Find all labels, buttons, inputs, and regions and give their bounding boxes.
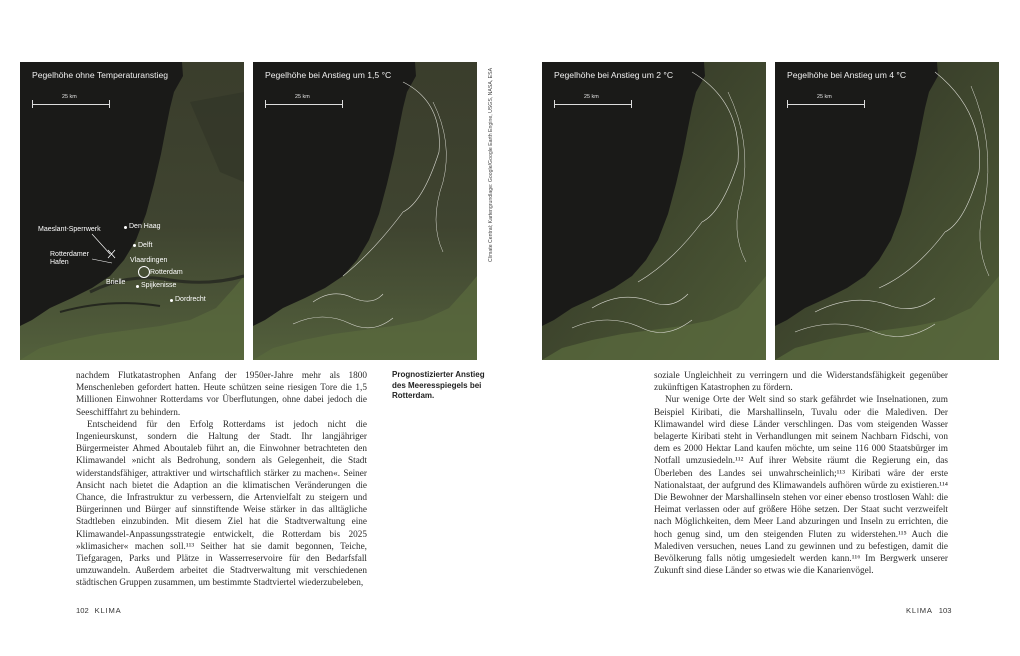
label-brielle: Brielle — [106, 279, 126, 286]
map-title: Pegelhöhe bei Anstieg um 2 °C — [554, 70, 674, 80]
scale-label: 25 km — [295, 94, 310, 100]
paragraph: Nur wenige Orte der Welt sind so stark gefährdet wie Inselnationen, zum Beispiel Kiribati, die Marshallinseln, Tuvalu oder die Malediven. Der Klimawandel wird diese Länder verschlingen. Das vom steigenden Wasser belagerte Kiribati steht in Verhandlungen mit seinem Nachbarn Fidschi, von dem es 2000 Hektar Land kaufen möchte, um seine 116 000 Staatsbürger im Notfall umzusiedeln.¹¹² Auf ihrer Website räumt die Regierung ein, das Überleben des Landes sei unwahrscheinlich;¹¹³ Kiribati wäre der erste Nationalstaat, der aufgrund des Klimawandels aufhören würde zu existieren.¹¹⁴ Die Bewohner der Marshallinseln stehen vor einer ebenso trostlosen Wahl: die Heimat verlassen oder auf größere Höhe setzen. Der Staat sucht verzweifelt nach Möglichkeiten, dem Meer Land abzuringen und Inseln zu errichten, die hoch genug sind, um den steigenden Fluten zu widerstehen.¹¹⁵ Auch die Malediven versuchen, neues Land zu gewinnen und zu befestigen, damit die Bevölkerung falls nötig umgesiedelt werden kann.¹¹⁶ Im Bergwerk unserer Zukunft sind diese Länder so etwas wie die Kanarienvögel. — [654, 395, 948, 577]
label-leader-lines — [20, 62, 244, 360]
label-dordrecht: Dordrecht — [175, 296, 206, 303]
right-body-text — [654, 370, 948, 577]
label-hafen: Rotterdamer Hafen — [50, 251, 89, 266]
label-vlaardingen: Vlaardingen — [130, 257, 168, 264]
label-spijkenisse: Spijkenisse — [141, 282, 177, 289]
figure-caption: Prognostizierter Anstieg des Meeresspiegels bei Rotterdam. — [392, 370, 485, 400]
label-den-haag: Den Haag — [129, 223, 161, 230]
map-no-rise — [20, 62, 244, 360]
page-number: 102 — [76, 606, 89, 615]
scale-label: 25 km — [817, 94, 832, 100]
map-rise-2 — [542, 62, 766, 360]
running-head: KLIMA — [906, 606, 933, 615]
paragraph: nachdem Flutkatastrophen Anfang der 1950er-Jahre mehr als 1800 Menschenleben gefordert hatten. Heute schützen seine riesigen Tore die 1,5 Millionen Einwohner Rotterdams vor Überflutungen, ohne dabei jedoch die Seeschifffahrt zu behindern. — [76, 371, 367, 418]
map-title: Pegelhöhe bei Anstieg um 1,5 °C — [265, 70, 392, 80]
scale-label: 25 km — [62, 94, 77, 100]
map-rise-1-5 — [253, 62, 477, 360]
image-credit — [488, 62, 496, 262]
map-rise-4 — [775, 62, 999, 360]
label-maeslant: Maeslant-Sperrwerk — [38, 226, 101, 233]
map-title: Pegelhöhe bei Anstieg um 4 °C — [787, 70, 907, 80]
left-body-text — [76, 370, 367, 590]
scale-bar — [554, 96, 632, 110]
paragraph: Entscheidend für den Erfolg Rotterdams ist jedoch nicht die Ingenieurskunst, sondern die Haltung der Stadt. Ihr langjähriger Bürgermeister Ahmed Aboutaleb führt an, die Einwohner betrachteten den Klimawandel »nicht als Bedrohung, sondern als Gelegenheit, die Stadt widerstandsfähiger, attraktiver und wirtschaftlich stärker zu machen«. Seiner Ansicht nach bietet die Adaption an die klimatischen Veränderungen die Chance, die Infrastruktur zu verbessern, die Artenvielfalt zu steigern und Bürgerinnen und Bürger auf sinnstiftende Weise stärker in das alltägliche Stadtleben einzubinden. Mit diesem Ziel hat die Stadtverwaltung eine Klimawandel-Anpassungsstrategie entwickelt, die Rotterdam bis 2025 »klimasicher« machen soll.¹¹³ Seither hat sie damit begonnen, Teiche, Tiefgaragen, Parks und Plätze in Wasserreservoire für den Bedarfsfall umzuwandeln. Außerdem arbeitet die Stadtverwaltung mit verschiedenen städtischen Gruppen zusammen, um bestimmte Stadtviertel wiederzubeleben, — [76, 419, 367, 589]
scale-bar — [265, 96, 343, 110]
folio-right — [906, 606, 951, 615]
label-delft: Delft — [138, 242, 153, 249]
label-rotterdam: Rotterdam — [150, 269, 183, 276]
map-title: Pegelhöhe ohne Temperaturanstieg — [32, 70, 169, 80]
page-number: 103 — [938, 606, 952, 615]
scale-bar — [787, 96, 865, 110]
running-head: KLIMA — [94, 606, 122, 615]
image-credit-text: Climate Central; Kartengrundlage: Google/Google Earth Engine, USGS, NASA, ESA — [488, 67, 494, 262]
paragraph: soziale Ungleichheit zu verringern und die Widerstandsfähigkeit gegenüber zukünftigen Katastrophen zu fördern. — [654, 371, 948, 394]
folio-left — [76, 606, 121, 615]
scale-label: 25 km — [584, 94, 599, 100]
